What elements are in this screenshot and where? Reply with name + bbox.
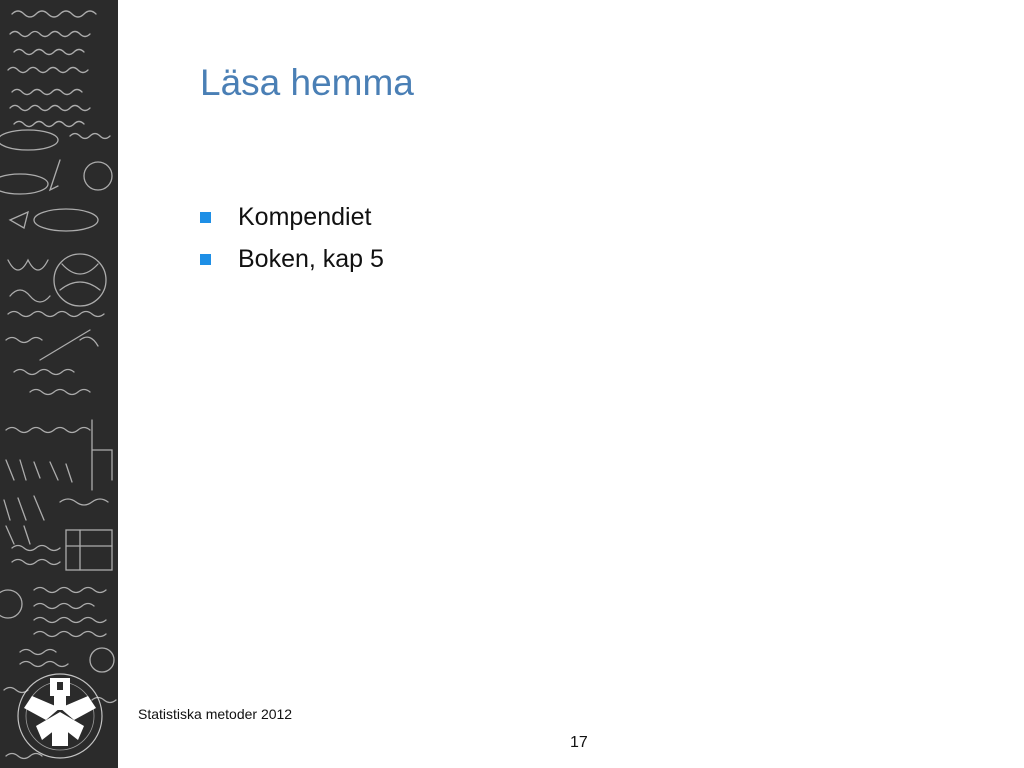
bullet-list — [200, 196, 384, 280]
square-bullet-icon — [200, 254, 211, 265]
chalkboard-sidebar — [0, 0, 118, 768]
square-bullet-icon — [200, 212, 211, 223]
footer-text: Statistiska metoder 2012 — [138, 706, 293, 722]
list-item — [200, 196, 384, 238]
bullet-text: Kompendiet — [238, 202, 372, 231]
chalkboard-texture-icon — [0, 0, 118, 768]
bullet-text: Boken, kap 5 — [238, 244, 384, 273]
list-item — [200, 238, 384, 280]
page-number: 17 — [570, 734, 588, 751]
slide-title: Läsa hemma — [200, 62, 414, 103]
university-logo-icon — [2, 668, 112, 764]
